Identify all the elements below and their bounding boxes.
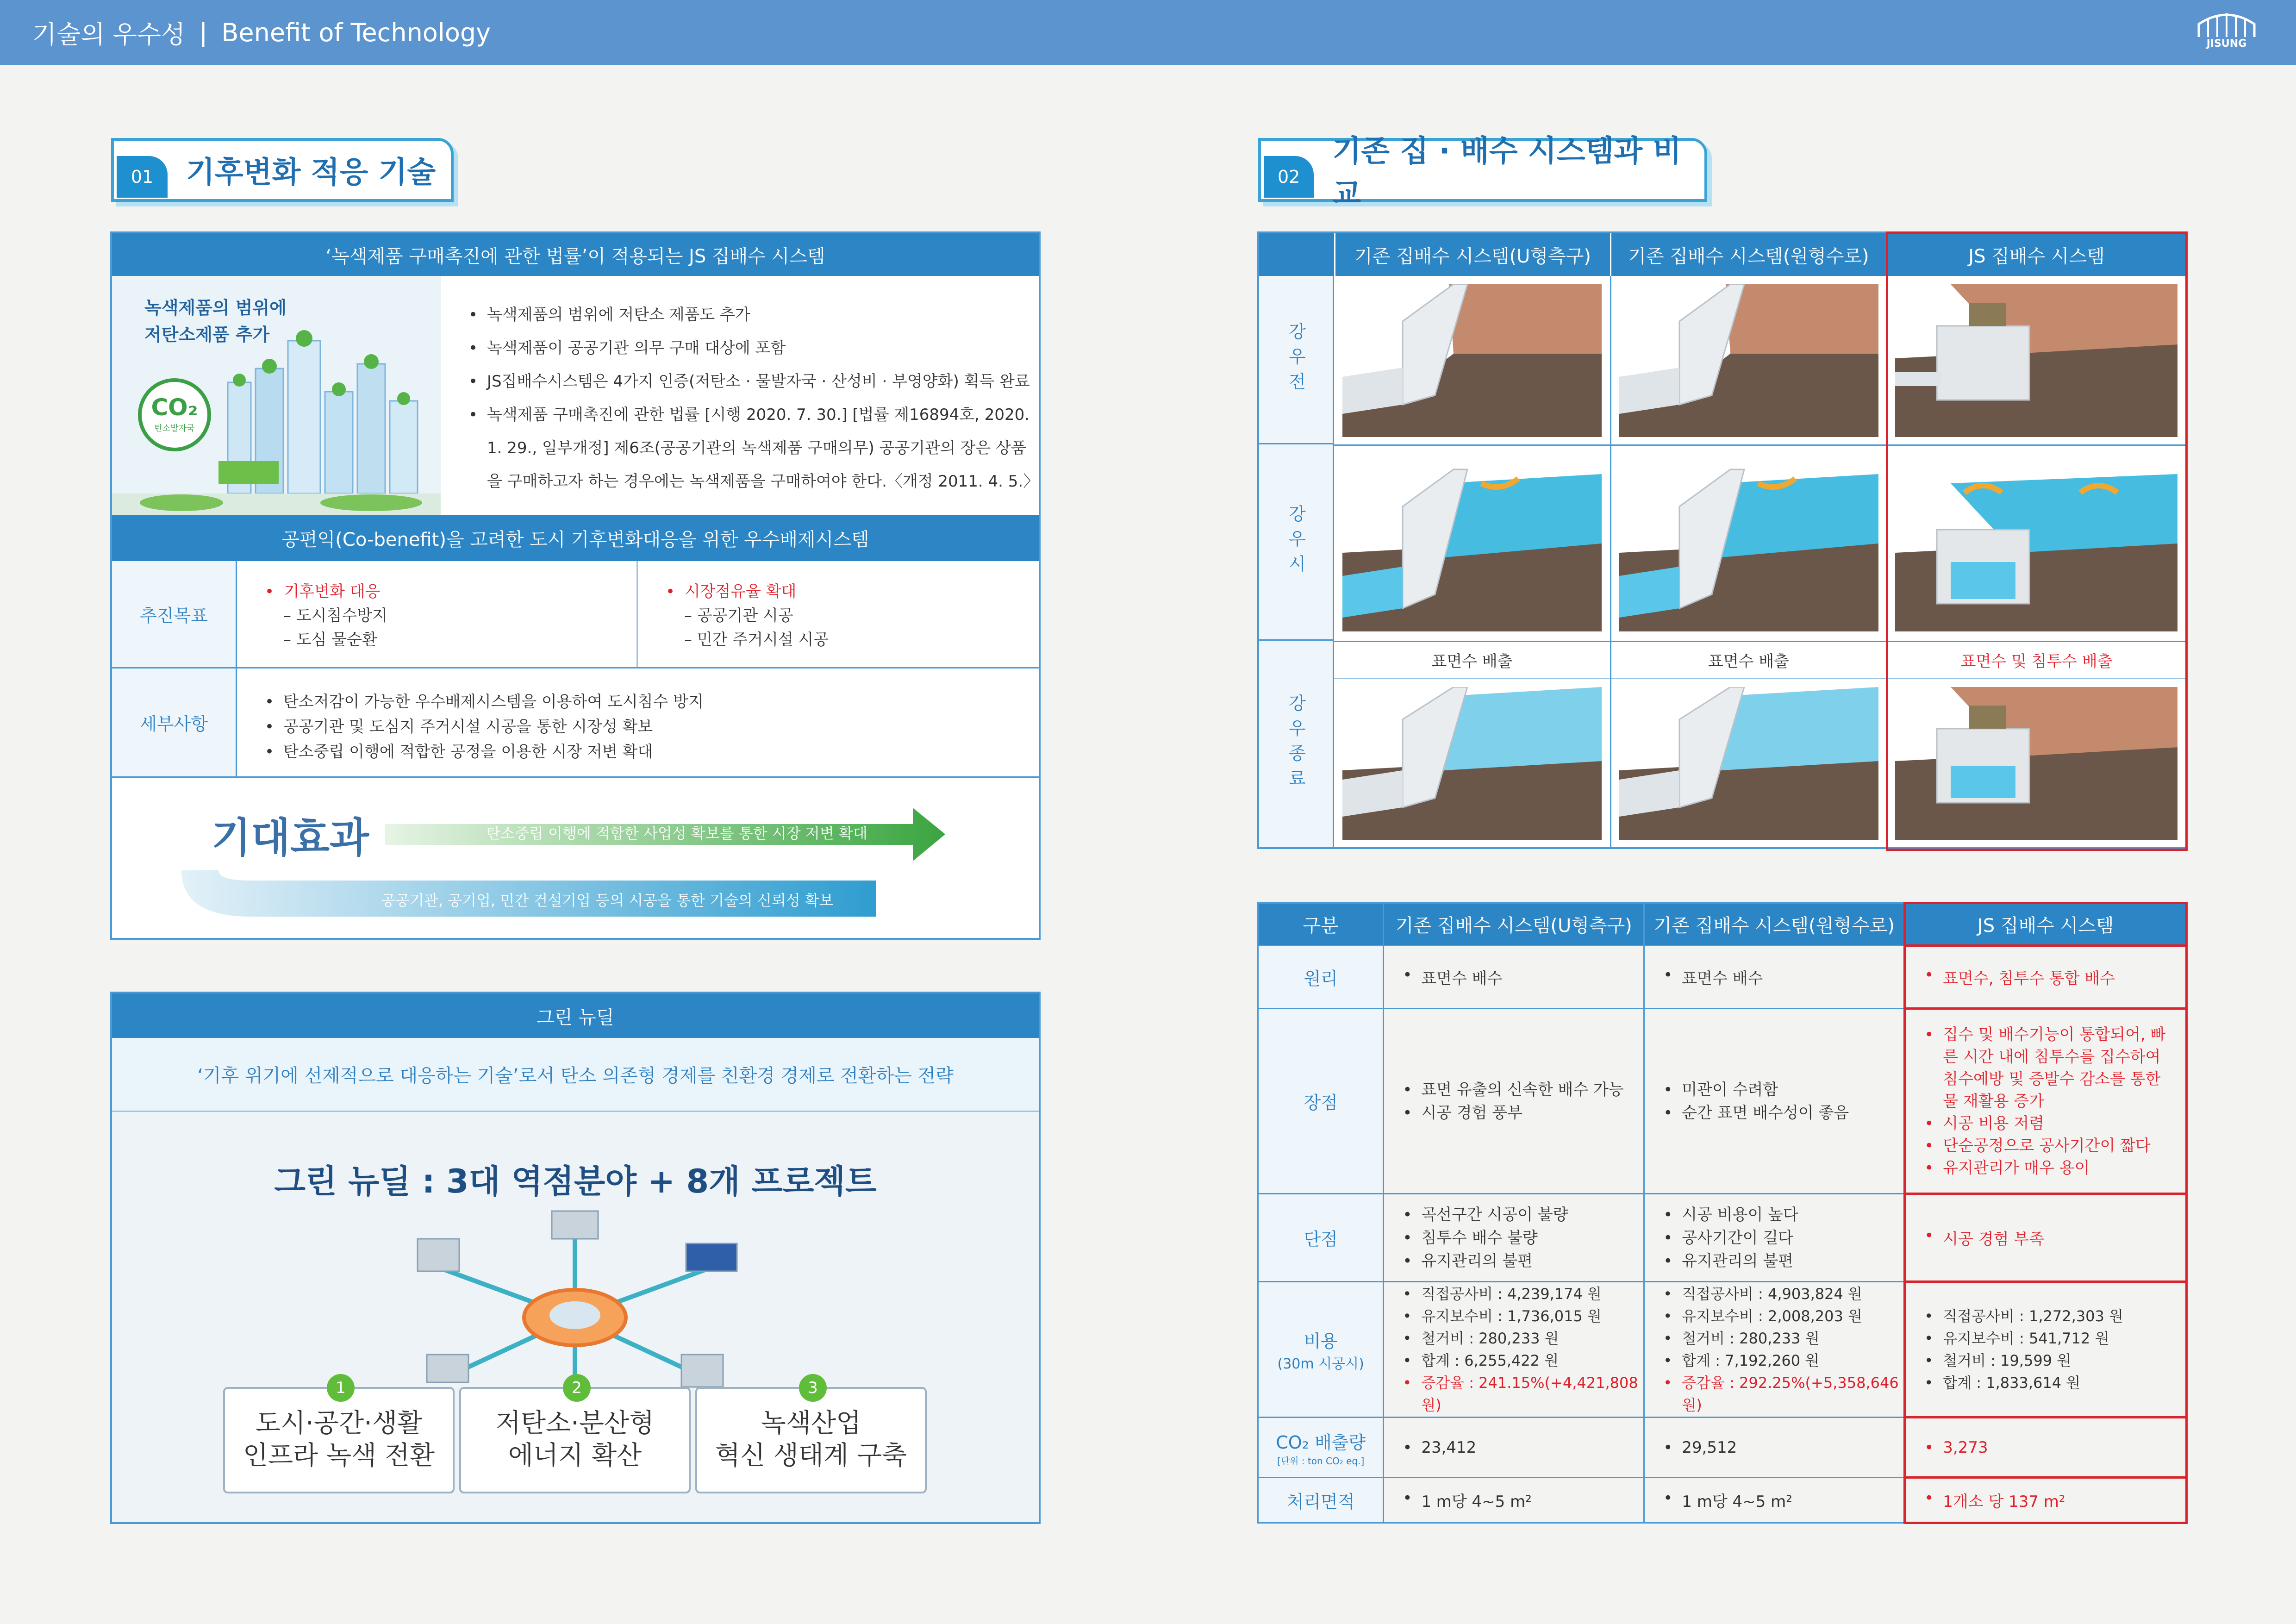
illus-js-during bbox=[1895, 456, 2177, 631]
detail-item: • 탄소중립 이행에 적합한 공정을 이용한 시장 저변 확대 bbox=[265, 739, 1039, 764]
detail-row bbox=[112, 668, 1039, 778]
grid-header-round: 기존 집배수 시스템(원형수로) bbox=[1610, 233, 1886, 276]
cell-item: • 유지관리의 불편 bbox=[1403, 1249, 1643, 1273]
cell-item: • 합계 : 6,255,422 원 bbox=[1403, 1349, 1643, 1372]
cell-item: • 시공 비용 저렴 bbox=[1924, 1112, 2176, 1135]
discharge-round: 표면수 배출 bbox=[1611, 642, 1886, 679]
step-number: 2 bbox=[563, 1374, 591, 1402]
expected-effect bbox=[112, 778, 1039, 938]
cell-item: • 공사기간이 길다 bbox=[1663, 1226, 1903, 1249]
cell-item: • 순간 표면 배수성이 좋음 bbox=[1663, 1101, 1903, 1124]
row-label-demerit: 단점 bbox=[1258, 1194, 1384, 1282]
bullet-item: • 녹색제품의 범위에 저탄소 제품도 추가 bbox=[468, 298, 1033, 331]
goal-right-head: • 시장점유율 확대 bbox=[666, 582, 797, 601]
detail-label: 세부사항 bbox=[112, 668, 237, 776]
cell-item: • 단순공정으로 공사기간이 짧다 bbox=[1924, 1135, 2176, 1157]
table-row bbox=[1258, 946, 2187, 1009]
cell-item: • 곡선구간 시공이 불량 bbox=[1403, 1203, 1643, 1226]
col-header-category: 구분 bbox=[1258, 903, 1384, 946]
cell-item: • 합계 : 7,192,260 원 bbox=[1663, 1349, 1903, 1372]
row-after-rain: 강우종료 bbox=[1259, 641, 1334, 847]
detail-item: • 탄소저감이 가능한 우수배제시스템을 이용하여 도시침수 방지 bbox=[265, 689, 1039, 714]
goal-left-item: – 도시침수방지 bbox=[283, 606, 387, 625]
cell-item: • 직접공사비 : 4,239,174 원 bbox=[1403, 1283, 1643, 1305]
goal-right-item: – 공공기관 시공 bbox=[684, 606, 793, 625]
cell-item: • 시공 경험 풍부 bbox=[1403, 1101, 1643, 1124]
section-01-number: 01 bbox=[117, 156, 168, 198]
bridge-logo-icon bbox=[2196, 10, 2257, 38]
discharge-js: 표면수 및 침투수 배출 bbox=[1887, 642, 2186, 679]
cell-item: • 유지보수비 : 1,736,015 원 bbox=[1403, 1305, 1643, 1327]
step-card-2 bbox=[459, 1379, 691, 1493]
cell-item: • 1개소 당 137 m² bbox=[1924, 1489, 2185, 1512]
bullet-item: • JS집배수시스템은 4가지 인증(저탄소 · 물발자국 · 산성비 · 부영양화) 획득 완료 bbox=[468, 365, 1033, 398]
cell-item: • 직접공사비 : 1,272,303 원 bbox=[1924, 1305, 2185, 1327]
grid-header-js: JS 집배수 시스템 bbox=[1886, 233, 2186, 276]
row-label-merit: 장점 bbox=[1258, 1009, 1384, 1194]
cell-item: • 유지관리가 매우 용이 bbox=[1924, 1157, 2176, 1179]
cell-item: • 표면 유출의 신속한 배수 가능 bbox=[1403, 1078, 1643, 1101]
gnd-subtitle: ‘기후 위기에 선제적으로 대응하는 기술’로서 탄소 의존형 경제를 친환경 경제로 전환하는 전략 bbox=[112, 1038, 1039, 1112]
cell-item: • 1 m당 4~5 m² bbox=[1403, 1489, 1643, 1512]
header-separator: | bbox=[199, 18, 208, 47]
green-new-deal-panel bbox=[110, 992, 1041, 1524]
illus-u-during bbox=[1342, 456, 1602, 631]
cell-item: • 표면수 배수 bbox=[1403, 966, 1643, 988]
top-bar bbox=[0, 0, 2296, 65]
col-header-js: JS 집배수 시스템 bbox=[1905, 903, 2187, 946]
cell-item: • 1 m당 4~5 m² bbox=[1663, 1489, 1903, 1512]
detail-list bbox=[237, 668, 1039, 776]
co2-badge-sub: 탄소발자국 bbox=[154, 424, 195, 433]
row-label-co2: CO₂ 배출량 [단위 : ton CO₂ eq.] bbox=[1258, 1418, 1384, 1478]
green-city-illustration bbox=[112, 276, 441, 515]
section-02-title: 기존 집 · 배수 시스템과 비교 bbox=[1332, 134, 1682, 211]
cell-item: • 표면수, 침투수 통합 배수 bbox=[1924, 966, 2185, 988]
cell-item: • 침투수 배수 불량 bbox=[1403, 1226, 1643, 1249]
green-product-title: ‘녹색제품 구매촉진에 관한 법률’이 적용되는 JS 집배수 시스템 bbox=[112, 233, 1039, 276]
effect-arrow-1-text: 탄소중립 이행에 적합한 사업성 확보를 통한 시장 저변 확대 bbox=[486, 824, 867, 842]
image-comparison-grid bbox=[1257, 231, 2188, 849]
goal-left-item: – 도심 물순환 bbox=[283, 631, 377, 649]
step-line-2: 혁신 생태계 구축 bbox=[715, 1441, 907, 1471]
section-02-number: 02 bbox=[1264, 156, 1314, 198]
goal-right bbox=[638, 561, 1039, 667]
cell-item: • 23,412 bbox=[1403, 1438, 1643, 1457]
step-line-1: 도시·공간·생활 bbox=[255, 1408, 423, 1438]
green-new-deal-title: 그린 뉴딜 bbox=[112, 993, 1039, 1038]
detail-item: • 공공기관 및 도심지 주거시설 시공을 통한 시장성 확보 bbox=[265, 714, 1039, 739]
step-card-1 bbox=[223, 1379, 455, 1493]
cobenefit-title: 공편익(Co-benefit)을 고려한 도시 기후변화대응을 위한 우수배제시스템 bbox=[112, 515, 1039, 561]
table-row bbox=[1258, 1478, 2187, 1523]
comparison-table bbox=[1257, 902, 2188, 1524]
illus-u-before bbox=[1342, 284, 1602, 437]
illus-caption-1: 녹색제품의 범위에 bbox=[144, 298, 287, 318]
cell-item: • 유지관리의 불편 bbox=[1663, 1249, 1903, 1273]
step-line-1: 저탄소·분산형 bbox=[495, 1408, 655, 1438]
col-header-round: 기존 집배수 시스템(원형수로) bbox=[1644, 903, 1905, 946]
section-01-title: 기후변화 적응 기술 bbox=[186, 156, 436, 190]
green-product-bullets bbox=[468, 298, 1039, 498]
cell-item: • 표면수 배수 bbox=[1663, 966, 1903, 988]
cell-item: • 직접공사비 : 4,903,824 원 bbox=[1663, 1283, 1903, 1305]
cell-item: • 철거비 : 280,233 원 bbox=[1403, 1327, 1643, 1349]
cell-item: • 시공 비용이 높다 bbox=[1663, 1203, 1903, 1226]
illus-round-before bbox=[1619, 284, 1878, 437]
row-label-cost: 비용 (30m 시공시) bbox=[1258, 1282, 1384, 1418]
bullet-item: • 녹색제품이 공공기관 의무 구매 대상에 포함 bbox=[468, 331, 1033, 365]
cell-item: • 철거비 : 19,599 원 bbox=[1924, 1349, 2185, 1372]
grid-header-u: 기존 집배수 시스템(U형측구) bbox=[1334, 233, 1610, 276]
row-during-rain: 강우시 bbox=[1259, 444, 1334, 641]
section-02-tab bbox=[1258, 134, 1707, 211]
effect-title: 기대효과 bbox=[212, 814, 369, 862]
cell-item: • 합계 : 1,833,614 원 bbox=[1924, 1372, 2185, 1394]
section-01-tab bbox=[111, 138, 454, 202]
table-row bbox=[1258, 1418, 2187, 1478]
goal-row bbox=[112, 561, 1039, 668]
grid-corner bbox=[1259, 233, 1334, 276]
gnd-headline: 그린 뉴딜 : 3대 역점분야 + 8개 프로젝트 bbox=[274, 1162, 877, 1200]
table-row bbox=[1258, 1282, 2187, 1418]
discharge-u: 표면수 배출 bbox=[1334, 642, 1610, 679]
step-number: 1 bbox=[327, 1374, 355, 1402]
header-korean: 기술의 우수성 bbox=[32, 19, 186, 49]
cell-item: • 철거비 : 280,233 원 bbox=[1663, 1327, 1903, 1349]
cell-item: • 증감율 : 241.15%(+4,421,808 원) bbox=[1403, 1372, 1643, 1416]
goal-left-head: • 기후변화 대응 bbox=[265, 582, 381, 601]
illus-round-during bbox=[1619, 456, 1878, 631]
illus-caption-2: 저탄소제품 추가 bbox=[144, 325, 270, 345]
row-before-rain: 강우전 bbox=[1259, 276, 1334, 444]
bullet-item: • 녹색제품 구매촉진에 관한 법률 [시행 2020. 7. 30.] [법률 제16894호, 2020. 1. 29., 일부개정] 제6조(공공기관의 녹색제품 구매의무) 공공기관의 장은 상품을 구매하고자 하는 경우에는 녹색제품을 구매하여야 한다.〈개정 2011. 4. 5.〉 bbox=[468, 398, 1033, 498]
cell-item: • 29,512 bbox=[1663, 1438, 1903, 1457]
cell-item: • 증감율 : 292.25%(+5,358,646 원) bbox=[1663, 1372, 1903, 1416]
goal-right-item: – 민간 주거시설 시공 bbox=[684, 631, 829, 649]
cell-item: • 3,273 bbox=[1924, 1438, 2185, 1457]
table-row bbox=[1258, 1009, 2187, 1194]
cell-item: • 유지보수비 : 2,008,203 원 bbox=[1663, 1305, 1903, 1327]
illus-js-before bbox=[1895, 284, 2177, 437]
co2-badge: CO₂ bbox=[151, 394, 198, 421]
col-header-u: 기존 집배수 시스템(U형측구) bbox=[1384, 903, 1644, 946]
row-label-principle: 원리 bbox=[1258, 946, 1384, 1009]
row-label-area: 처리면적 bbox=[1258, 1478, 1384, 1523]
step-number: 3 bbox=[799, 1374, 827, 1402]
logo-text: JISUNG bbox=[2206, 38, 2247, 50]
step-line-2: 인프라 녹색 전환 bbox=[243, 1441, 435, 1471]
step-line-1: 녹색산업 bbox=[761, 1408, 861, 1438]
effect-arrow-2-text: 공공기관, 공기업, 민간 건설기업 등의 시공을 통한 기술의 신뢰성 확보 bbox=[381, 892, 834, 909]
table-row bbox=[1258, 1194, 2187, 1282]
step-card-3 bbox=[695, 1379, 927, 1493]
illus-js-after bbox=[1895, 687, 2177, 840]
cell-item: • 미관이 수려함 bbox=[1663, 1078, 1903, 1101]
header-english: Benefit of Technology bbox=[221, 18, 491, 47]
green-product-panel bbox=[110, 231, 1041, 940]
goal-label: 추진목표 bbox=[112, 561, 237, 667]
company-logo bbox=[2190, 10, 2264, 56]
goal-left bbox=[237, 561, 638, 667]
illus-round-after bbox=[1619, 687, 1878, 840]
step-line-2: 에너지 확산 bbox=[508, 1441, 642, 1471]
illus-u-after bbox=[1342, 687, 1602, 840]
cell-item: • 집수 및 배수기능이 통합되어, 빠른 시간 내에 침투수를 집수하여 침수예방 및 증발수 감소를 통한 물 재활용 증가 bbox=[1924, 1024, 2176, 1112]
cell-item: • 시공 경험 부족 bbox=[1924, 1226, 2185, 1249]
cell-item: • 유지보수비 : 541,712 원 bbox=[1924, 1327, 2185, 1349]
